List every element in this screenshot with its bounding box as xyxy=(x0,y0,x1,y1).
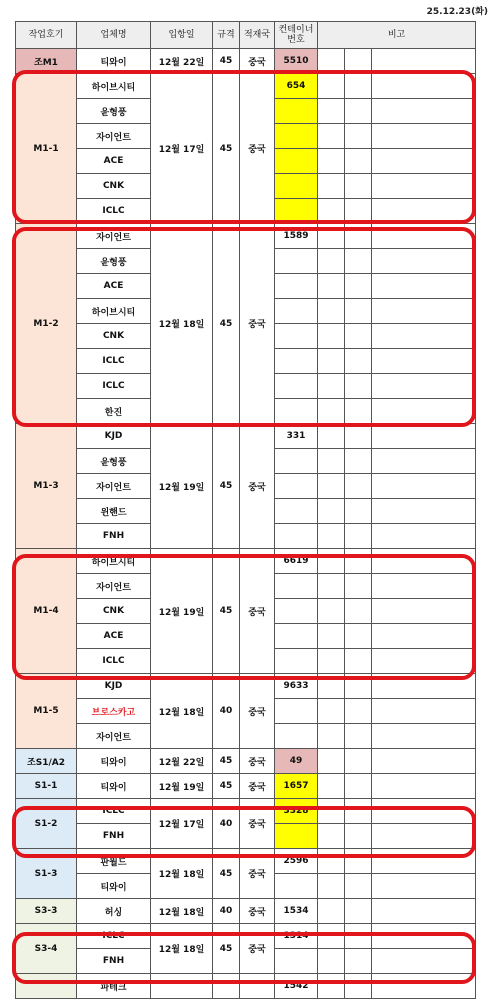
origin-cell: 중국 xyxy=(240,899,275,924)
origin-cell: 중국 xyxy=(240,224,275,424)
arrival-date-cell: 12월 18일 xyxy=(151,674,213,749)
remark-cell xyxy=(345,674,372,699)
size-cell: 45 xyxy=(213,924,240,974)
remark-cell xyxy=(345,274,372,299)
container-cell: 6619 xyxy=(275,549,318,574)
remark-cell xyxy=(345,774,372,799)
company-cell: CNK xyxy=(77,599,151,624)
remark-cell xyxy=(345,824,372,849)
remark-cell xyxy=(318,324,345,349)
company-cell: ACE xyxy=(77,149,151,174)
company-cell: ACE xyxy=(77,624,151,649)
remark-cell xyxy=(345,99,372,124)
remark-cell xyxy=(345,474,372,499)
remark-cell xyxy=(345,899,372,924)
container-cell xyxy=(275,524,318,549)
container-cell: 654 xyxy=(275,74,318,99)
container-cell: 2596 xyxy=(275,849,318,874)
remark-cell xyxy=(372,124,476,149)
zone-cell: M1-4 xyxy=(16,549,77,674)
remark-cell xyxy=(345,424,372,449)
remark-cell xyxy=(372,249,476,274)
remark-cell xyxy=(372,774,476,799)
remark-cell xyxy=(318,374,345,399)
remark-cell xyxy=(345,124,372,149)
arrival-date-cell: 12월 19일 xyxy=(151,549,213,674)
container-cell xyxy=(275,874,318,899)
container-cell xyxy=(275,949,318,974)
remark-cell xyxy=(345,499,372,524)
remark-cell xyxy=(318,49,345,74)
remark-cell xyxy=(372,74,476,99)
remark-cell xyxy=(345,949,372,974)
container-cell xyxy=(275,574,318,599)
remark-cell xyxy=(372,99,476,124)
header-zone: 작업호기 xyxy=(16,22,77,49)
container-cell xyxy=(275,274,318,299)
table-row xyxy=(16,749,476,774)
table-row xyxy=(16,849,476,874)
header-origin: 적재국 xyxy=(240,22,275,49)
remark-cell xyxy=(345,224,372,249)
remark-cell xyxy=(345,799,372,824)
table-row xyxy=(16,224,476,249)
remark-cell xyxy=(372,149,476,174)
container-cell: 1589 xyxy=(275,224,318,249)
container-cell: 3328 xyxy=(275,799,318,824)
remark-cell xyxy=(345,324,372,349)
size-cell: 45 xyxy=(213,549,240,674)
origin-cell: 중국 xyxy=(240,924,275,974)
company-cell: ICLC xyxy=(77,924,151,949)
container-cell xyxy=(275,499,318,524)
size-cell: 45 xyxy=(213,74,240,224)
company-cell: 하이브시티 xyxy=(77,74,151,99)
remark-cell xyxy=(372,324,476,349)
container-cell: 1534 xyxy=(275,899,318,924)
remark-cell xyxy=(372,924,476,949)
container-cell xyxy=(275,174,318,199)
origin-cell: 중국 xyxy=(240,749,275,774)
container-cell xyxy=(275,399,318,424)
zone-cell: S1-3 xyxy=(16,849,77,899)
remark-cell xyxy=(372,749,476,774)
remark-cell xyxy=(372,624,476,649)
zone-cell: 조M1 xyxy=(16,49,77,74)
company-cell: CNK xyxy=(77,324,151,349)
arrival-date-cell: 12월 18일 xyxy=(151,224,213,424)
remark-cell xyxy=(318,674,345,699)
remark-cell xyxy=(318,824,345,849)
company-cell: FNH xyxy=(77,524,151,549)
remark-cell xyxy=(318,924,345,949)
remark-cell xyxy=(372,574,476,599)
zone-cell: S1-2 xyxy=(16,799,77,849)
remark-cell xyxy=(345,699,372,724)
remark-cell xyxy=(318,699,345,724)
company-cell: ICLC xyxy=(77,799,151,824)
remark-cell xyxy=(372,199,476,224)
remark-cell xyxy=(318,974,345,999)
zone-cell: M1-2 xyxy=(16,224,77,424)
container-cell xyxy=(275,474,318,499)
remark-cell xyxy=(372,374,476,399)
remark-cell xyxy=(318,224,345,249)
container-cell xyxy=(275,124,318,149)
container-schedule-table xyxy=(15,21,476,999)
remark-cell xyxy=(318,624,345,649)
container-cell xyxy=(275,699,318,724)
table-row xyxy=(16,74,476,99)
container-cell xyxy=(275,449,318,474)
company-cell: 티와이 xyxy=(77,49,151,74)
remark-cell xyxy=(372,399,476,424)
remark-cell xyxy=(372,649,476,674)
origin-cell: 중국 xyxy=(240,424,275,549)
remark-cell xyxy=(318,599,345,624)
remark-cell xyxy=(318,199,345,224)
arrival-date-cell: 12월 18일 xyxy=(151,849,213,899)
company-cell: 윤형풍 xyxy=(77,249,151,274)
container-cell: 331 xyxy=(275,424,318,449)
remark-cell xyxy=(318,124,345,149)
remark-cell xyxy=(318,874,345,899)
header-remarks: 비고 xyxy=(318,22,476,49)
container-cell xyxy=(275,99,318,124)
container-cell xyxy=(275,199,318,224)
size-cell: 45 xyxy=(213,224,240,424)
remark-cell xyxy=(318,574,345,599)
company-cell: 윤형풍 xyxy=(77,99,151,124)
company-cell: 티와이 xyxy=(77,874,151,899)
origin-cell: 중국 xyxy=(240,549,275,674)
remark-cell xyxy=(345,974,372,999)
container-cell xyxy=(275,374,318,399)
remark-cell xyxy=(345,149,372,174)
remark-cell xyxy=(345,49,372,74)
remark-cell xyxy=(372,849,476,874)
remark-cell xyxy=(345,749,372,774)
container-cell: 9633 xyxy=(275,674,318,699)
remark-cell xyxy=(345,299,372,324)
company-cell: 파테크 xyxy=(77,974,151,999)
remark-cell xyxy=(318,274,345,299)
company-cell: 브로스카고 xyxy=(77,699,151,724)
size-cell: 45 xyxy=(213,49,240,74)
container-cell: 1542 xyxy=(275,974,318,999)
company-cell: 티와이 xyxy=(77,749,151,774)
zone-cell: 조S1/A2 xyxy=(16,749,77,774)
container-cell xyxy=(275,724,318,749)
company-cell: ICLC xyxy=(77,349,151,374)
remark-cell xyxy=(372,599,476,624)
container-cell xyxy=(275,624,318,649)
container-cell xyxy=(275,599,318,624)
origin-cell: 중국 xyxy=(240,74,275,224)
remark-cell xyxy=(318,424,345,449)
remark-cell xyxy=(318,549,345,574)
remark-cell xyxy=(345,624,372,649)
container-cell xyxy=(275,149,318,174)
remark-cell xyxy=(345,649,372,674)
remark-cell xyxy=(372,874,476,899)
header-size: 규격 xyxy=(213,22,240,49)
zone-cell: M1-5 xyxy=(16,674,77,749)
arrival-date-cell: 12월 18일 xyxy=(151,899,213,924)
container-cell: 49 xyxy=(275,749,318,774)
remark-cell xyxy=(345,74,372,99)
remark-cell xyxy=(372,274,476,299)
remark-cell xyxy=(345,399,372,424)
container-cell xyxy=(275,299,318,324)
remark-cell xyxy=(318,449,345,474)
remark-cell xyxy=(318,649,345,674)
remark-cell xyxy=(345,599,372,624)
zone-cell: M1-3 xyxy=(16,424,77,549)
arrival-date-cell: 12월 18일 xyxy=(151,924,213,974)
size-cell xyxy=(213,974,240,999)
zone-cell xyxy=(16,974,77,999)
remark-cell xyxy=(318,174,345,199)
table-row xyxy=(16,549,476,574)
zone-cell: M1-1 xyxy=(16,74,77,224)
remark-cell xyxy=(345,349,372,374)
size-cell: 45 xyxy=(213,424,240,549)
remark-cell xyxy=(318,499,345,524)
table-row xyxy=(16,899,476,924)
size-cell: 45 xyxy=(213,774,240,799)
company-cell: ICLC xyxy=(77,649,151,674)
remark-cell xyxy=(318,99,345,124)
remark-cell xyxy=(345,874,372,899)
header-company: 업체명 xyxy=(77,22,151,49)
arrival-date-cell: 12월 17일 xyxy=(151,799,213,849)
table-row xyxy=(16,49,476,74)
remark-cell xyxy=(372,699,476,724)
remark-cell xyxy=(372,474,476,499)
company-cell: 자이언트 xyxy=(77,474,151,499)
container-cell xyxy=(275,649,318,674)
remark-cell xyxy=(372,449,476,474)
company-cell: KJD xyxy=(77,674,151,699)
zone-cell: S3-4 xyxy=(16,924,77,974)
company-cell: 하이브시티 xyxy=(77,549,151,574)
size-cell: 45 xyxy=(213,749,240,774)
remark-cell xyxy=(345,199,372,224)
company-cell: FNH xyxy=(77,949,151,974)
remark-cell xyxy=(345,724,372,749)
remark-cell xyxy=(372,49,476,74)
remark-cell xyxy=(372,499,476,524)
remark-cell xyxy=(318,349,345,374)
remark-cell xyxy=(318,799,345,824)
arrival-date-cell: 12월 22일 xyxy=(151,49,213,74)
company-cell: CNK xyxy=(77,174,151,199)
remark-cell xyxy=(372,174,476,199)
remark-cell xyxy=(318,949,345,974)
company-cell: 자이언트 xyxy=(77,124,151,149)
remark-cell xyxy=(345,374,372,399)
remark-cell xyxy=(345,449,372,474)
container-cell: 1314 xyxy=(275,924,318,949)
company-cell: 하이브시티 xyxy=(77,299,151,324)
size-cell: 40 xyxy=(213,674,240,749)
company-cell: KJD xyxy=(77,424,151,449)
remark-cell xyxy=(372,224,476,249)
company-cell: 자이언트 xyxy=(77,574,151,599)
remark-cell xyxy=(372,549,476,574)
container-cell xyxy=(275,324,318,349)
origin-cell: 중국 xyxy=(240,799,275,849)
container-cell xyxy=(275,824,318,849)
container-cell: 5510 xyxy=(275,49,318,74)
remark-cell xyxy=(318,749,345,774)
remark-cell xyxy=(372,424,476,449)
remark-cell xyxy=(318,724,345,749)
table-row xyxy=(16,799,476,824)
container-cell xyxy=(275,349,318,374)
remark-cell xyxy=(345,549,372,574)
remark-cell xyxy=(372,674,476,699)
table-row xyxy=(16,674,476,699)
remark-cell xyxy=(372,899,476,924)
remark-cell xyxy=(318,474,345,499)
company-cell: 티와이 xyxy=(77,774,151,799)
table-row xyxy=(16,924,476,949)
remark-cell xyxy=(345,174,372,199)
company-cell: 한진 xyxy=(77,399,151,424)
remark-cell xyxy=(372,524,476,549)
origin-cell: 중국 xyxy=(240,674,275,749)
table-row xyxy=(16,424,476,449)
company-cell: 판월드 xyxy=(77,849,151,874)
table-row xyxy=(16,974,476,999)
remark-cell xyxy=(372,724,476,749)
size-cell: 40 xyxy=(213,799,240,849)
company-cell: FNH xyxy=(77,824,151,849)
remark-cell xyxy=(345,849,372,874)
origin-cell xyxy=(240,974,275,999)
zone-cell: S3-3 xyxy=(16,899,77,924)
arrival-date-cell: 12월 22일 xyxy=(151,749,213,774)
origin-cell: 중국 xyxy=(240,849,275,899)
size-cell: 40 xyxy=(213,899,240,924)
remark-cell xyxy=(372,799,476,824)
remark-cell xyxy=(345,524,372,549)
remark-cell xyxy=(318,399,345,424)
origin-cell: 중국 xyxy=(240,774,275,799)
remark-cell xyxy=(345,924,372,949)
company-cell: ICLC xyxy=(77,374,151,399)
remark-cell xyxy=(345,574,372,599)
origin-cell: 중국 xyxy=(240,49,275,74)
remark-cell xyxy=(318,849,345,874)
company-cell: ACE xyxy=(77,274,151,299)
zone-cell: S1-1 xyxy=(16,774,77,799)
table-row xyxy=(16,774,476,799)
remark-cell xyxy=(318,149,345,174)
remark-cell xyxy=(372,299,476,324)
arrival-date-cell: 12월 17일 xyxy=(151,74,213,224)
remark-cell xyxy=(318,249,345,274)
remark-cell xyxy=(318,299,345,324)
arrival-date-cell: 12월 19일 xyxy=(151,424,213,549)
remark-cell xyxy=(318,774,345,799)
company-cell: 윤형풍 xyxy=(77,449,151,474)
container-cell xyxy=(275,249,318,274)
company-cell: 자이언트 xyxy=(77,224,151,249)
header-row xyxy=(16,22,476,49)
size-cell: 45 xyxy=(213,849,240,899)
arrival-date-cell xyxy=(151,974,213,999)
remark-cell xyxy=(372,974,476,999)
company-cell: 자이언트 xyxy=(77,724,151,749)
report-date: 25.12.23(화) xyxy=(426,7,488,17)
remark-cell xyxy=(345,249,372,274)
arrival-date-cell: 12월 19일 xyxy=(151,774,213,799)
company-cell: 허싱 xyxy=(77,899,151,924)
remark-cell xyxy=(372,349,476,374)
remark-cell xyxy=(318,899,345,924)
container-cell: 1657 xyxy=(275,774,318,799)
remark-cell xyxy=(372,949,476,974)
header-arrival-date: 입항일 xyxy=(151,22,213,49)
company-cell: 윈핸드 xyxy=(77,499,151,524)
remark-cell xyxy=(318,74,345,99)
header-container-number: 컨테이너 번호 xyxy=(275,22,318,49)
remark-cell xyxy=(372,824,476,849)
company-cell: ICLC xyxy=(77,199,151,224)
remark-cell xyxy=(318,524,345,549)
